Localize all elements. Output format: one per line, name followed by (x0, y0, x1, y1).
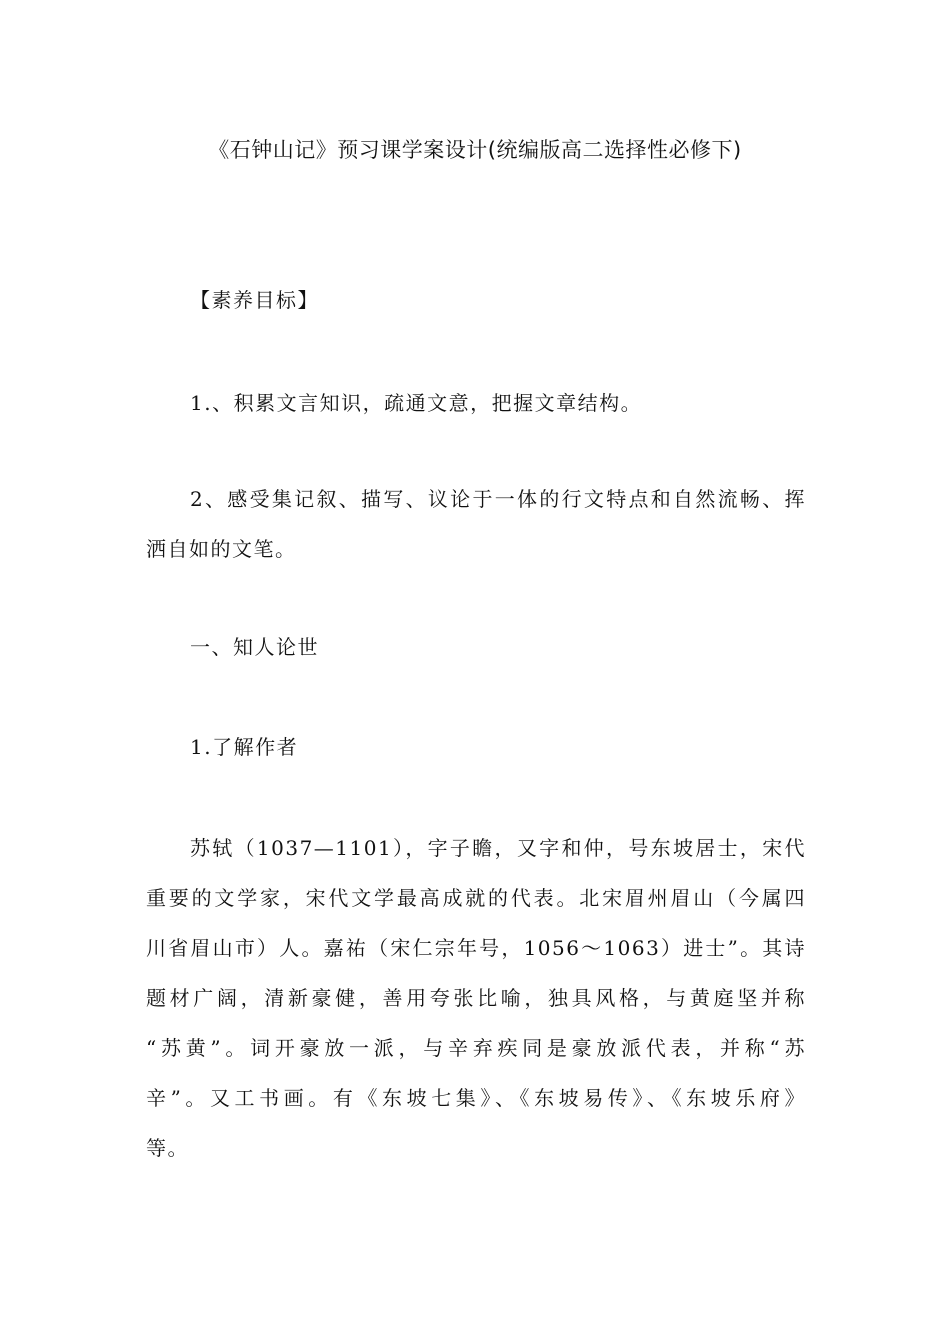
paragraph-line: 辛”。又工书画。有《东坡七集》、《东坡易传》、《东坡乐府》 (146, 1086, 806, 1110)
author-paragraph (146, 823, 806, 1173)
goal-item-2 (146, 474, 806, 574)
paragraph-line: 苏轼（1037—1101），字子瞻，又字和仲，号东坡居士，宋代 (190, 836, 806, 860)
goal-item-1: 1.、积累文言知识，疏通文意，把握文章结构。 (190, 391, 643, 415)
paragraph-line: 重要的文学家，宋代文学最高成就的代表。北宋眉州眉山（今属四 (146, 886, 806, 910)
document-title: 《石钟山记》预习课学案设计(统编版高二选择性必修下) (208, 138, 742, 162)
paragraph-line: 洒自如的文笔。 (146, 537, 297, 561)
section-heading-goals: 【素养目标】 (190, 288, 319, 312)
paragraph-line: 2、感受集记叙、描写、议论于一体的行文特点和自然流畅、挥 (190, 487, 806, 511)
paragraph-line: 川省眉山市）人。嘉祐（宋仁宗年号，1056～1063）进士”。其诗 (146, 936, 806, 960)
paragraph-line: “苏黄”。词开豪放一派，与辛弃疾同是豪放派代表，并称“苏 (146, 1036, 806, 1060)
paragraph-line: 题材广阔，清新豪健，善用夸张比喻，独具风格，与黄庭坚并称 (146, 986, 806, 1010)
section-heading-one: 一、知人论世 (190, 635, 319, 659)
paragraph-line: 等。 (146, 1136, 189, 1160)
subsection-heading-author: 1.了解作者 (190, 735, 299, 759)
